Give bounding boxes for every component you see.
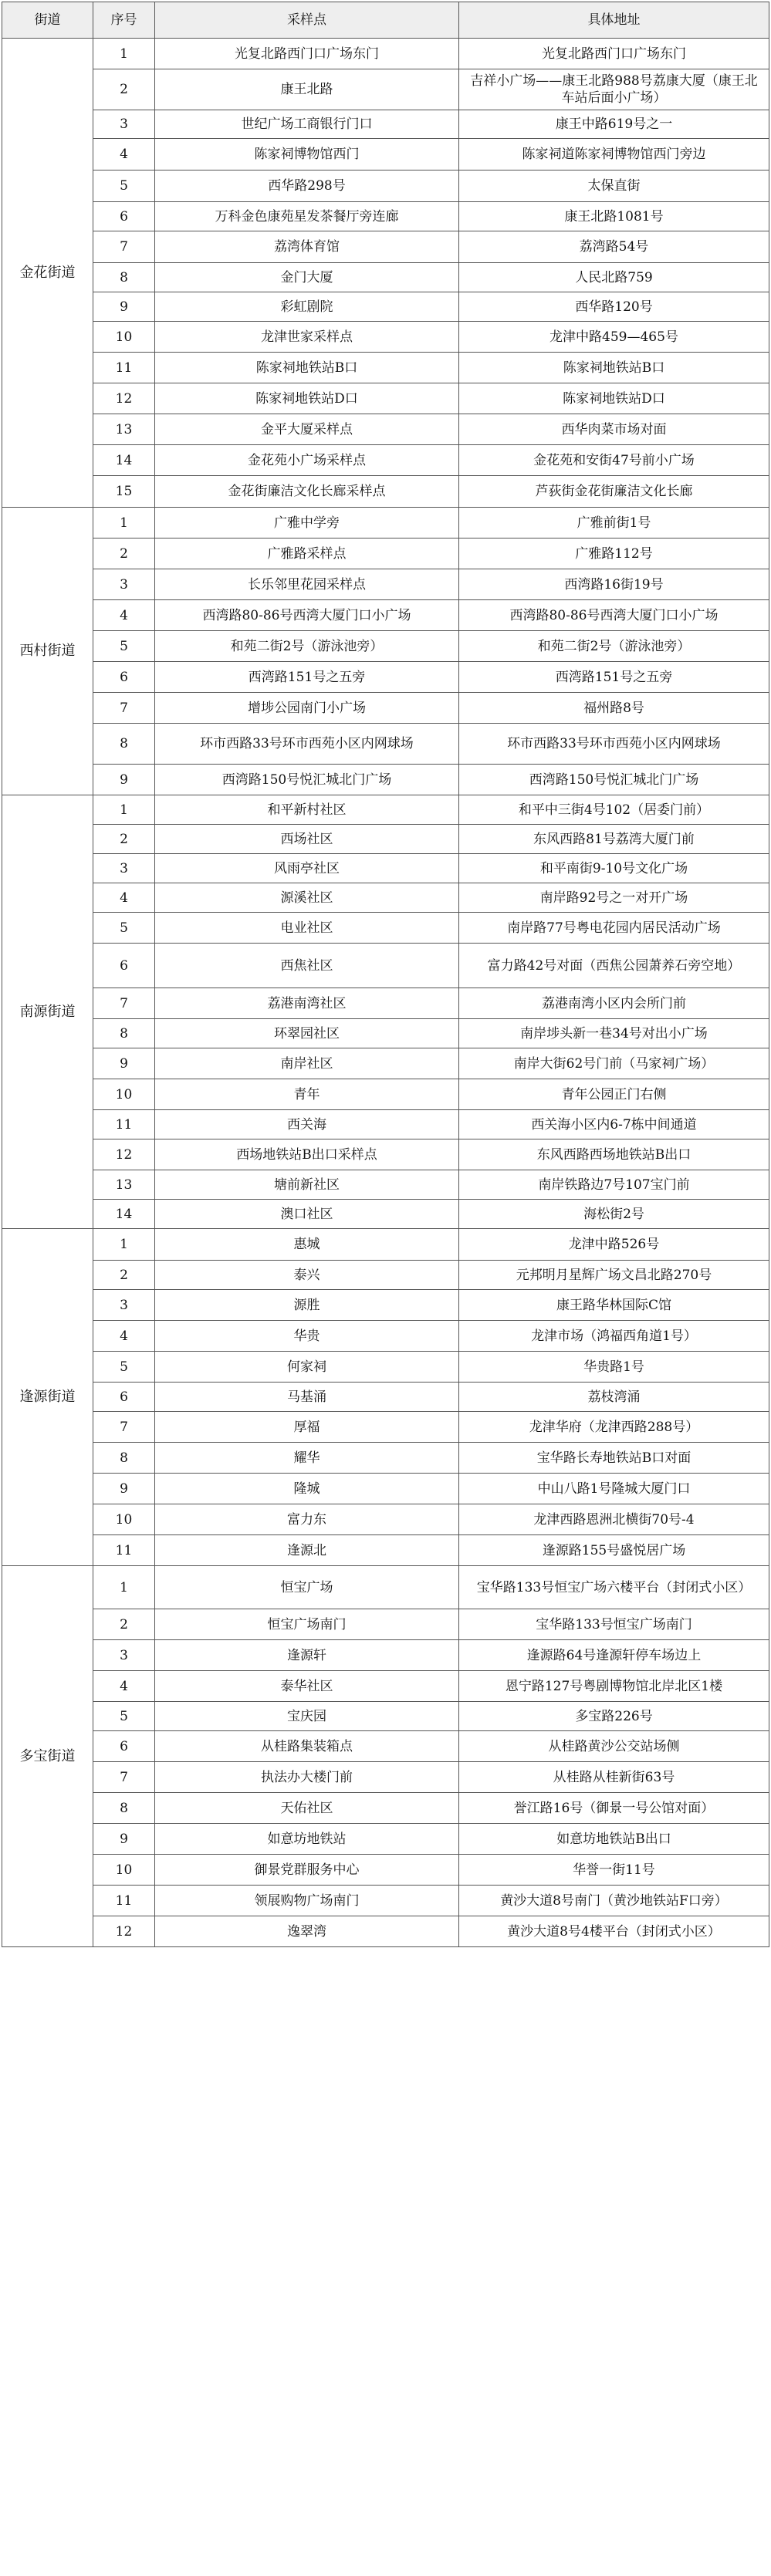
- index-cell: 1: [93, 508, 155, 538]
- address-cell: 广雅路112号: [459, 538, 769, 569]
- index-cell: 9: [93, 765, 155, 795]
- sampling-point-cell: 富力东: [155, 1504, 459, 1535]
- table-row: [2, 944, 769, 988]
- sampling-point-cell: 彩虹剧院: [155, 292, 459, 322]
- sampling-point-cell: 康王北路: [155, 69, 459, 110]
- index-cell: 3: [93, 569, 155, 600]
- table-row: [2, 1916, 769, 1947]
- index-cell: 3: [93, 1640, 155, 1671]
- header-address: 具体地址: [459, 2, 769, 39]
- address-cell: 西华肉菜市场对面: [459, 414, 769, 445]
- sampling-point-cell: 源溪社区: [155, 883, 459, 913]
- sampling-point-cell: 荔湾体育馆: [155, 231, 459, 263]
- sampling-point-cell: 源胜: [155, 1290, 459, 1321]
- sampling-point-cell: 广雅中学旁: [155, 508, 459, 538]
- sampling-point-cell: 逢源轩: [155, 1640, 459, 1671]
- address-cell: 黄沙大道8号南门（黄沙地铁站F口旁）: [459, 1886, 769, 1916]
- address-cell: 西华路120号: [459, 292, 769, 322]
- table-row: [2, 1110, 769, 1139]
- address-cell: 龙津中路459—465号: [459, 322, 769, 353]
- table-row: [2, 508, 769, 538]
- table-row: [2, 1824, 769, 1855]
- sampling-point-cell: 万科金色康苑星发茶餐厅旁连廊: [155, 202, 459, 231]
- index-cell: 7: [93, 1762, 155, 1793]
- index-cell: 10: [93, 1855, 155, 1886]
- address-cell: 龙津华府（龙津西路288号）: [459, 1412, 769, 1443]
- sampling-point-cell: 领展购物广场南门: [155, 1886, 459, 1916]
- index-cell: 8: [93, 1019, 155, 1048]
- address-cell: 南岸埗头新一巷34号对出小广场: [459, 1019, 769, 1048]
- index-cell: 8: [93, 1443, 155, 1474]
- table-row: [2, 883, 769, 913]
- table-row: [2, 1412, 769, 1443]
- address-cell: 如意坊地铁站B出口: [459, 1824, 769, 1855]
- index-cell: 15: [93, 476, 155, 508]
- table-row: [2, 1702, 769, 1731]
- sampling-point-cell: 泰华社区: [155, 1671, 459, 1702]
- address-cell: 广雅前街1号: [459, 508, 769, 538]
- table-row: [2, 1640, 769, 1671]
- index-cell: 13: [93, 414, 155, 445]
- index-cell: 12: [93, 383, 155, 414]
- table-row: [2, 1566, 769, 1609]
- address-cell: 陈家祠地铁站B口: [459, 353, 769, 383]
- address-cell: 南岸大街62号门前（马家祠广场）: [459, 1048, 769, 1079]
- index-cell: 6: [93, 1731, 155, 1762]
- table-body: [2, 39, 769, 1947]
- address-cell: 金花苑和安街47号前小广场: [459, 445, 769, 476]
- index-cell: 7: [93, 1412, 155, 1443]
- sampling-point-cell: 澳口社区: [155, 1200, 459, 1229]
- index-cell: 11: [93, 1535, 155, 1566]
- address-cell: 南岸路77号粤电花园内居民活动广场: [459, 913, 769, 944]
- address-cell: 多宝路226号: [459, 1702, 769, 1731]
- address-cell: 环市西路33号环市西苑小区内网球场: [459, 724, 769, 765]
- index-cell: 12: [93, 1916, 155, 1947]
- sampling-point-cell: 如意坊地铁站: [155, 1824, 459, 1855]
- table-row: [2, 1229, 769, 1261]
- index-cell: 11: [93, 1886, 155, 1916]
- header-index: 序号: [93, 2, 155, 39]
- index-cell: 1: [93, 1229, 155, 1261]
- table-row: [2, 353, 769, 383]
- table-row: [2, 1731, 769, 1762]
- index-cell: 1: [93, 1566, 155, 1609]
- table-row: [2, 693, 769, 724]
- index-cell: 10: [93, 1504, 155, 1535]
- table-row: [2, 600, 769, 631]
- index-cell: 4: [93, 600, 155, 631]
- table-row: [2, 1321, 769, 1352]
- sampling-point-cell: 逸翠湾: [155, 1916, 459, 1947]
- table-row: [2, 1535, 769, 1566]
- sampling-point-cell: 荔港南湾社区: [155, 988, 459, 1019]
- sampling-point-cell: 西场社区: [155, 825, 459, 854]
- address-cell: 南岸铁路边7号107宝门前: [459, 1170, 769, 1200]
- sampling-point-cell: 和苑二街2号（游泳池旁）: [155, 631, 459, 662]
- index-cell: 10: [93, 1079, 155, 1110]
- sampling-point-cell: 塘前新社区: [155, 1170, 459, 1200]
- sampling-point-cell: 金花街廉洁文化长廊采样点: [155, 476, 459, 508]
- address-cell: 康王路华林国际C馆: [459, 1290, 769, 1321]
- index-cell: 5: [93, 1352, 155, 1383]
- table-row: [2, 662, 769, 693]
- table-row: [2, 795, 769, 825]
- address-cell: 光复北路西门口广场东门: [459, 39, 769, 69]
- table-row: [2, 1671, 769, 1702]
- sampling-point-cell: 西湾路80-86号西湾大厦门口小广场: [155, 600, 459, 631]
- table-row: [2, 292, 769, 322]
- table-row: [2, 1048, 769, 1079]
- table-row: [2, 231, 769, 263]
- sampling-point-cell: 电业社区: [155, 913, 459, 944]
- sampling-point-cell: 西焦社区: [155, 944, 459, 988]
- table-row: [2, 1261, 769, 1290]
- sampling-point-cell: 风雨亭社区: [155, 854, 459, 883]
- address-cell: 逢源路155号盛悦居广场: [459, 1535, 769, 1566]
- address-cell: 西湾路80-86号西湾大厦门口小广场: [459, 600, 769, 631]
- address-cell: 龙津市场（鸿福西角道1号）: [459, 1321, 769, 1352]
- sampling-point-cell: 御景党群服务中心: [155, 1855, 459, 1886]
- address-cell: 人民北路759: [459, 263, 769, 292]
- index-cell: 8: [93, 1793, 155, 1824]
- sampling-point-cell: 陈家祠博物馆西门: [155, 139, 459, 170]
- index-cell: 4: [93, 883, 155, 913]
- address-cell: 西湾路150号悦汇城北门广场: [459, 765, 769, 795]
- sampling-point-cell: 和平新村社区: [155, 795, 459, 825]
- table-row: [2, 765, 769, 795]
- table-row: [2, 988, 769, 1019]
- sampling-point-cell: 长乐邻里花园采样点: [155, 569, 459, 600]
- index-cell: 7: [93, 693, 155, 724]
- index-cell: 8: [93, 724, 155, 765]
- index-cell: 3: [93, 854, 155, 883]
- table-row: [2, 1886, 769, 1916]
- sampling-point-cell: 隆城: [155, 1474, 459, 1504]
- address-cell: 康王北路1081号: [459, 202, 769, 231]
- sampling-point-cell: 耀华: [155, 1443, 459, 1474]
- table-row: [2, 170, 769, 202]
- index-cell: 2: [93, 538, 155, 569]
- index-cell: 1: [93, 795, 155, 825]
- index-cell: 2: [93, 825, 155, 854]
- table-row: [2, 1290, 769, 1321]
- address-cell: 陈家祠道陈家祠博物馆西门旁边: [459, 139, 769, 170]
- address-cell: 从桂路黄沙公交站场侧: [459, 1731, 769, 1762]
- address-cell: 华誉一街11号: [459, 1855, 769, 1886]
- index-cell: 6: [93, 944, 155, 988]
- sampling-point-cell: 世纪广场工商银行门口: [155, 110, 459, 139]
- index-cell: 3: [93, 110, 155, 139]
- index-cell: 5: [93, 170, 155, 202]
- sampling-point-cell: 宝庆园: [155, 1702, 459, 1731]
- sampling-point-cell: 惠城: [155, 1229, 459, 1261]
- address-cell: 中山八路1号隆城大厦门口: [459, 1474, 769, 1504]
- sampling-point-cell: 西关海: [155, 1110, 459, 1139]
- index-cell: 14: [93, 1200, 155, 1229]
- index-cell: 9: [93, 1824, 155, 1855]
- table-row: [2, 1474, 769, 1504]
- index-cell: 14: [93, 445, 155, 476]
- address-cell: 荔湾路54号: [459, 231, 769, 263]
- sampling-point-cell: 金门大厦: [155, 263, 459, 292]
- index-cell: 12: [93, 1139, 155, 1170]
- sampling-point-cell: 广雅路采样点: [155, 538, 459, 569]
- table-row: [2, 1504, 769, 1535]
- index-cell: 7: [93, 988, 155, 1019]
- sampling-point-cell: 西湾路151号之五旁: [155, 662, 459, 693]
- address-cell: 和平中三街4号102（居委门前）: [459, 795, 769, 825]
- address-cell: 元邦明月星辉广场文昌北路270号: [459, 1261, 769, 1290]
- sampling-point-cell: 恒宝广场: [155, 1566, 459, 1609]
- sampling-point-cell: 西湾路150号悦汇城北门广场: [155, 765, 459, 795]
- index-cell: 5: [93, 1702, 155, 1731]
- header-street: 街道: [2, 2, 93, 39]
- sampling-point-cell: 龙津世家采样点: [155, 322, 459, 353]
- address-cell: 荔枝湾涌: [459, 1383, 769, 1412]
- sampling-point-cell: 马基涌: [155, 1383, 459, 1412]
- table-row: [2, 631, 769, 662]
- sampling-point-cell: 华贵: [155, 1321, 459, 1352]
- address-cell: 芦荻街金花街廉洁文化长廊: [459, 476, 769, 508]
- address-cell: 吉祥小广场——康王北路988号荔康大厦（康王北车站后面小广场）: [459, 69, 769, 110]
- index-cell: 5: [93, 631, 155, 662]
- table-row: [2, 1383, 769, 1412]
- sampling-point-cell: 西场地铁站B出口采样点: [155, 1139, 459, 1170]
- table-row: [2, 445, 769, 476]
- index-cell: 4: [93, 1671, 155, 1702]
- sampling-point-cell: 金花苑小广场采样点: [155, 445, 459, 476]
- sampling-point-cell: 西华路298号: [155, 170, 459, 202]
- index-cell: 3: [93, 1290, 155, 1321]
- address-cell: 西关海小区内6-7栋中间通道: [459, 1110, 769, 1139]
- table-row: [2, 854, 769, 883]
- sampling-point-cell: 南岸社区: [155, 1048, 459, 1079]
- table-row: [2, 263, 769, 292]
- table-row: [2, 1200, 769, 1229]
- index-cell: 7: [93, 231, 155, 263]
- index-cell: 2: [93, 1261, 155, 1290]
- table-row: [2, 724, 769, 765]
- table-row: [2, 69, 769, 110]
- table-row: [2, 414, 769, 445]
- address-cell: 富力路42号对面（西焦公园萧养石旁空地）: [459, 944, 769, 988]
- address-cell: 西湾路151号之五旁: [459, 662, 769, 693]
- address-cell: 太保直街: [459, 170, 769, 202]
- sampling-point-cell: 何家祠: [155, 1352, 459, 1383]
- table-row: [2, 1762, 769, 1793]
- table-row: [2, 39, 769, 69]
- sampling-point-cell: 陈家祠地铁站B口: [155, 353, 459, 383]
- table-row: [2, 383, 769, 414]
- table-row: [2, 1443, 769, 1474]
- table-row: [2, 322, 769, 353]
- address-cell: 逢源路64号逢源轩停车场边上: [459, 1640, 769, 1671]
- index-cell: 9: [93, 1048, 155, 1079]
- address-cell: 东风西路81号荔湾大厦门前: [459, 825, 769, 854]
- address-cell: 海松街2号: [459, 1200, 769, 1229]
- index-cell: 9: [93, 1474, 155, 1504]
- index-cell: 2: [93, 69, 155, 110]
- sampling-point-cell: 青年: [155, 1079, 459, 1110]
- sampling-point-cell: 环翠园社区: [155, 1019, 459, 1048]
- index-cell: 2: [93, 1609, 155, 1640]
- index-cell: 11: [93, 353, 155, 383]
- index-cell: 11: [93, 1110, 155, 1139]
- sampling-point-cell: 陈家祠地铁站D口: [155, 383, 459, 414]
- street-cell: 金花街道: [2, 39, 93, 508]
- address-cell: 南岸路92号之一对开广场: [459, 883, 769, 913]
- index-cell: 9: [93, 292, 155, 322]
- street-cell: 南源街道: [2, 795, 93, 1229]
- address-cell: 宝华路133号恒宝广场南门: [459, 1609, 769, 1640]
- street-cell: 逢源街道: [2, 1229, 93, 1566]
- sampling-point-cell: 环市西路33号环市西苑小区内网球场: [155, 724, 459, 765]
- table-row: [2, 1352, 769, 1383]
- sampling-point-cell: 光复北路西门口广场东门: [155, 39, 459, 69]
- index-cell: 13: [93, 1170, 155, 1200]
- table-row: [2, 1170, 769, 1200]
- index-cell: 4: [93, 1321, 155, 1352]
- table-row: [2, 913, 769, 944]
- address-cell: 龙津西路恩洲北横街70号-4: [459, 1504, 769, 1535]
- address-cell: 福州路8号: [459, 693, 769, 724]
- header-sampling-point: 采样点: [155, 2, 459, 39]
- index-cell: 1: [93, 39, 155, 69]
- street-cell: 多宝街道: [2, 1566, 93, 1947]
- index-cell: 5: [93, 913, 155, 944]
- sampling-point-cell: 厚福: [155, 1412, 459, 1443]
- address-cell: 东风西路西场地铁站B出口: [459, 1139, 769, 1170]
- address-cell: 恩宁路127号粤剧博物馆北岸北区1楼: [459, 1671, 769, 1702]
- table-row: [2, 1019, 769, 1048]
- table-row: [2, 1079, 769, 1110]
- street-cell: 西村街道: [2, 508, 93, 795]
- table-row: [2, 476, 769, 508]
- index-cell: 6: [93, 662, 155, 693]
- table-row: [2, 1139, 769, 1170]
- table-row: [2, 538, 769, 569]
- sampling-point-cell: 逢源北: [155, 1535, 459, 1566]
- address-cell: 青年公园正门右侧: [459, 1079, 769, 1110]
- address-cell: 和平南街9-10号文化广场: [459, 854, 769, 883]
- index-cell: 10: [93, 322, 155, 353]
- index-cell: 6: [93, 1383, 155, 1412]
- sampling-point-cell: 金平大厦采样点: [155, 414, 459, 445]
- address-cell: 华贵路1号: [459, 1352, 769, 1383]
- table-row: [2, 110, 769, 139]
- address-cell: 陈家祠地铁站D口: [459, 383, 769, 414]
- sampling-point-cell: 恒宝广场南门: [155, 1609, 459, 1640]
- sampling-point-cell: 增埗公园南门小广场: [155, 693, 459, 724]
- sampling-point-cell: 执法办大楼门前: [155, 1762, 459, 1793]
- table-row: [2, 1793, 769, 1824]
- index-cell: 8: [93, 263, 155, 292]
- address-cell: 宝华路133号恒宝广场六楼平台（封闭式小区）: [459, 1566, 769, 1609]
- table-row: [2, 1855, 769, 1886]
- index-cell: 4: [93, 139, 155, 170]
- address-cell: 宝华路长寿地铁站B口对面: [459, 1443, 769, 1474]
- table-row: [2, 139, 769, 170]
- table-row: [2, 825, 769, 854]
- sampling-point-cell: 从桂路集装箱点: [155, 1731, 459, 1762]
- table-row: [2, 1609, 769, 1640]
- sampling-point-cell: 泰兴: [155, 1261, 459, 1290]
- sampling-point-cell: 天佑社区: [155, 1793, 459, 1824]
- index-cell: 6: [93, 202, 155, 231]
- address-cell: 从桂路从桂新街63号: [459, 1762, 769, 1793]
- sampling-points-table: [2, 2, 769, 1947]
- address-cell: 誉江路16号（御景一号公馆对面）: [459, 1793, 769, 1824]
- address-cell: 龙津中路526号: [459, 1229, 769, 1261]
- address-cell: 荔港南湾小区内会所门前: [459, 988, 769, 1019]
- table-row: [2, 569, 769, 600]
- header-row: [2, 2, 769, 39]
- address-cell: 黄沙大道8号4楼平台（封闭式小区）: [459, 1916, 769, 1947]
- address-cell: 西湾路16街19号: [459, 569, 769, 600]
- address-cell: 和苑二街2号（游泳池旁）: [459, 631, 769, 662]
- address-cell: 康王中路619号之一: [459, 110, 769, 139]
- table-row: [2, 202, 769, 231]
